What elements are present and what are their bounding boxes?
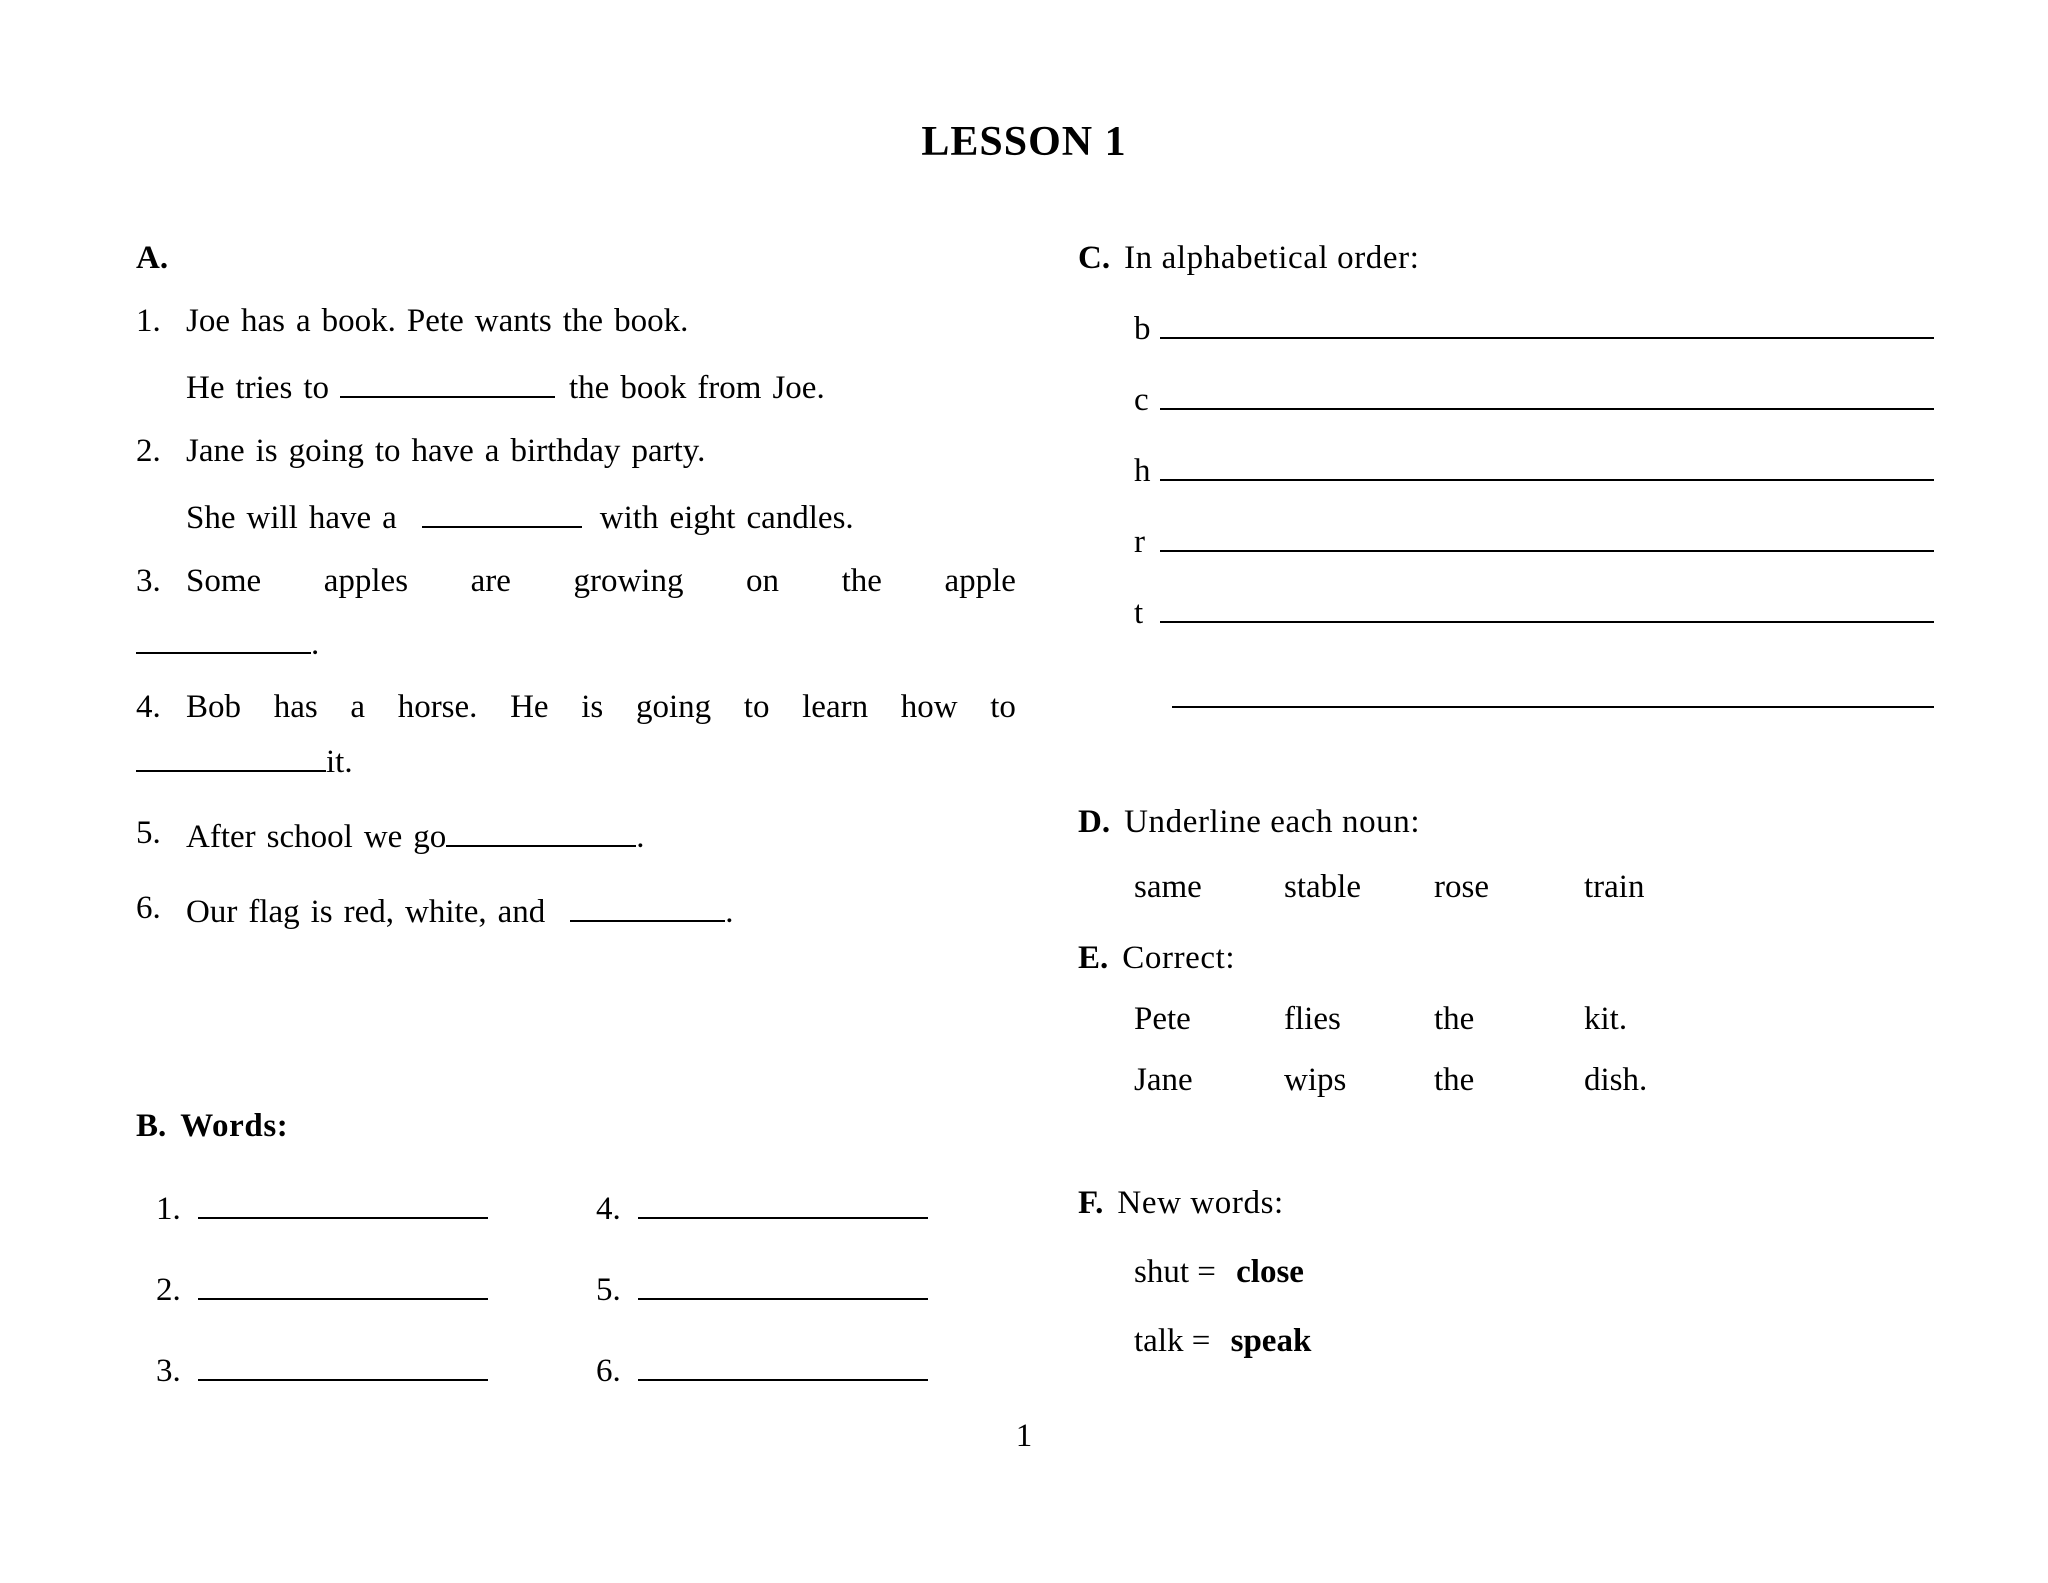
- word: a: [350, 689, 366, 725]
- word: apple: [944, 563, 1016, 599]
- alphabetical-line-letter: r: [1134, 524, 1145, 560]
- word: party.: [631, 433, 706, 469]
- word: a: [296, 303, 311, 339]
- alphabetical-line-letter: t: [1134, 595, 1144, 631]
- word: a: [484, 433, 500, 469]
- word: horse.: [397, 689, 478, 725]
- noun-word[interactable]: same: [1134, 869, 1202, 905]
- alphabetical-line-blank[interactable]: [1172, 676, 1934, 708]
- word-slot-blank[interactable]: [638, 1191, 928, 1219]
- alphabetical-line-blank[interactable]: [1160, 591, 1934, 623]
- question-number: 6.: [136, 890, 161, 926]
- fill-in-blank[interactable]: [570, 890, 725, 922]
- word: to: [990, 689, 1016, 725]
- question-line: [186, 689, 1016, 726]
- right-column: [1078, 240, 1978, 1360]
- question-number: 1.: [136, 303, 161, 339]
- word: and: [497, 894, 546, 930]
- word: growing: [573, 563, 684, 599]
- word: .: [725, 894, 734, 930]
- word-slot-blank[interactable]: [638, 1272, 928, 1300]
- word-slot-blank[interactable]: [198, 1353, 488, 1381]
- question-line: [186, 366, 1016, 407]
- word-slot-number: 4.: [596, 1191, 621, 1227]
- words-row: [136, 1272, 1016, 1309]
- fill-in-blank[interactable]: [446, 815, 636, 847]
- question-body: [186, 815, 1016, 856]
- word-slot-number: 6.: [596, 1353, 621, 1389]
- sentence-word[interactable]: wips: [1284, 1062, 1347, 1098]
- alphabetical-line: [1134, 591, 1978, 632]
- word: He: [186, 370, 225, 406]
- noun-word[interactable]: rose: [1434, 869, 1489, 905]
- section-c-letter: C.: [1078, 240, 1111, 276]
- left-column: [136, 240, 1016, 931]
- word: to: [743, 689, 770, 725]
- word: to: [303, 370, 329, 406]
- alphabetical-line-letter: c: [1134, 382, 1149, 418]
- sentence-word[interactable]: the: [1434, 1001, 1475, 1037]
- word: going: [288, 433, 364, 469]
- section-b: [136, 1108, 1016, 1434]
- word: are: [470, 563, 511, 599]
- word: with: [599, 500, 659, 536]
- word-slot: [576, 1272, 1016, 1309]
- word: the: [562, 303, 604, 339]
- sentence-word[interactable]: flies: [1284, 1001, 1341, 1037]
- word-slot: [136, 1272, 576, 1309]
- alphabetical-line-blank[interactable]: [1160, 520, 1934, 552]
- question-body: [186, 563, 1016, 663]
- word: go: [413, 819, 447, 855]
- section-a-heading: [136, 240, 1016, 277]
- question-body: [186, 689, 1016, 781]
- question-line: [186, 496, 1016, 537]
- word-slot-blank[interactable]: [198, 1272, 488, 1300]
- sentence-word[interactable]: the: [1434, 1062, 1475, 1098]
- new-word-source: shut =: [1134, 1254, 1216, 1290]
- word: going: [635, 689, 712, 725]
- word-slot-number: 5.: [596, 1272, 621, 1308]
- word: book.: [614, 303, 689, 339]
- word: book: [620, 370, 687, 406]
- alphabetical-line: [1134, 449, 1978, 490]
- word: She: [186, 500, 236, 536]
- word: have: [411, 433, 474, 469]
- alphabetical-line: [1134, 378, 1978, 419]
- alphabetical-line-letter: b: [1134, 311, 1151, 347]
- word-slot: [576, 1353, 1016, 1390]
- section-c-heading: [1078, 240, 1978, 277]
- word: from: [697, 370, 762, 406]
- word: a: [382, 500, 397, 536]
- sentence-word[interactable]: kit.: [1584, 1001, 1628, 1037]
- new-word-pair: [1078, 1323, 1978, 1360]
- word: Pete: [406, 303, 464, 339]
- word: we: [363, 819, 403, 855]
- sentence-word[interactable]: dish.: [1584, 1062, 1648, 1098]
- word: the: [841, 563, 882, 599]
- word: it.: [326, 744, 353, 780]
- word: birthday: [510, 433, 621, 469]
- question-body: [186, 303, 1016, 407]
- correct-sentence: [1078, 1062, 1978, 1099]
- word: white,: [405, 894, 487, 930]
- new-word-source: talk =: [1134, 1323, 1211, 1359]
- section-b-title: Words:: [180, 1108, 289, 1144]
- alphabetical-line-letter: h: [1134, 453, 1151, 489]
- new-word-pair: [1078, 1254, 1978, 1291]
- alphabetical-line-blank[interactable]: [1160, 307, 1934, 339]
- new-word-answer: speak: [1230, 1323, 1312, 1359]
- section-f-letter: F.: [1078, 1185, 1104, 1221]
- fill-in-blank[interactable]: [136, 740, 326, 772]
- word-slot: [136, 1353, 576, 1390]
- section-a: [136, 240, 1016, 931]
- noun-word[interactable]: stable: [1284, 869, 1361, 905]
- section-b-letter: B.: [136, 1108, 167, 1144]
- question-number: 5.: [136, 815, 161, 851]
- word: is: [255, 433, 278, 469]
- alphabetical-line-blank[interactable]: [1160, 378, 1934, 410]
- new-word-answer: close: [1236, 1254, 1304, 1290]
- word: Our: [186, 894, 238, 930]
- alphabetical-line-blank[interactable]: [1160, 449, 1934, 481]
- question-number: 2.: [136, 433, 161, 469]
- word: .: [311, 626, 320, 662]
- word-slot-blank[interactable]: [198, 1191, 488, 1219]
- word: Joe.: [772, 370, 825, 406]
- word: on: [746, 563, 780, 599]
- question-line: [186, 815, 1016, 856]
- word: Joe: [186, 303, 230, 339]
- question-line: [186, 563, 1016, 600]
- words-row: [136, 1353, 1016, 1390]
- fill-in-blank[interactable]: [340, 366, 555, 398]
- word: how: [900, 689, 958, 725]
- question-line: [136, 740, 1016, 781]
- section-b-heading: [136, 1108, 1016, 1145]
- section-f-heading: [1078, 1185, 1978, 1222]
- section-d-title: Underline each noun:: [1124, 804, 1421, 840]
- fill-in-blank[interactable]: [136, 622, 311, 654]
- alphabetical-line: [1134, 307, 1978, 348]
- question-number: 3.: [136, 563, 161, 599]
- words-row: [136, 1191, 1016, 1228]
- section-e: [1078, 940, 1978, 1099]
- section-c-title: In alphabetical order:: [1124, 240, 1420, 276]
- words-grid: [136, 1191, 1016, 1390]
- word: candles.: [746, 500, 854, 536]
- word-slot: [136, 1191, 576, 1228]
- word: school: [266, 819, 353, 855]
- word: has: [241, 303, 285, 339]
- page-title: LESSON 1: [921, 119, 1127, 165]
- alphabetical-line: [1134, 520, 1978, 561]
- word-slot-number: 2.: [156, 1272, 181, 1308]
- question-item: [136, 433, 1016, 537]
- word: has: [273, 689, 318, 725]
- word: apples: [323, 563, 409, 599]
- section-e-title: Correct:: [1122, 940, 1236, 976]
- sentence-word[interactable]: Jane: [1134, 1062, 1193, 1098]
- alphabetical-lines: [1078, 307, 1978, 708]
- word: will: [246, 500, 298, 536]
- section-c: [1078, 240, 1978, 708]
- fill-in-blank[interactable]: [422, 496, 582, 528]
- word: .: [636, 819, 645, 855]
- question-body: [186, 890, 1016, 931]
- alphabetical-line: [1134, 676, 1978, 708]
- word: learn: [802, 689, 869, 725]
- question-line: [186, 303, 1016, 340]
- question-item: [136, 303, 1016, 407]
- section-a-letter: A.: [136, 240, 169, 276]
- word: tries: [235, 370, 293, 406]
- question-item: [136, 890, 1016, 931]
- question-item: [136, 563, 1016, 663]
- word: book.: [321, 303, 396, 339]
- word: flag: [248, 894, 300, 930]
- word: have: [308, 500, 372, 536]
- word: to: [374, 433, 401, 469]
- question-line: [136, 622, 1016, 663]
- word: red,: [343, 894, 395, 930]
- question-item: [136, 689, 1016, 781]
- question-line: [186, 433, 1016, 470]
- word: eight: [669, 500, 736, 536]
- section-e-letter: E.: [1078, 940, 1109, 976]
- noun-word[interactable]: train: [1584, 869, 1645, 905]
- section-d-letter: D.: [1078, 804, 1111, 840]
- question-body: [186, 433, 1016, 537]
- question-item: [136, 815, 1016, 856]
- word: Jane: [186, 433, 245, 469]
- correct-sentence: [1078, 1001, 1978, 1038]
- word: wants: [474, 303, 552, 339]
- word-slot-blank[interactable]: [638, 1353, 928, 1381]
- noun-word-list: [1078, 869, 1978, 906]
- word: After: [186, 819, 256, 855]
- word: Bob: [186, 689, 242, 725]
- word-slot-number: 3.: [156, 1353, 181, 1389]
- question-line: [186, 890, 1016, 931]
- question-number: 4.: [136, 689, 161, 725]
- page-number: 1: [1015, 1418, 1033, 1454]
- word-slot: [576, 1191, 1016, 1228]
- word: He: [510, 689, 549, 725]
- sentence-word[interactable]: Pete: [1134, 1001, 1191, 1037]
- word-slot-number: 1.: [156, 1191, 181, 1227]
- word: Some: [186, 563, 262, 599]
- word: is: [310, 894, 333, 930]
- section-e-heading: [1078, 940, 1978, 977]
- section-d: [1078, 804, 1978, 906]
- section-f: [1078, 1185, 1978, 1360]
- section-f-title: New words:: [1117, 1185, 1284, 1221]
- section-d-heading: [1078, 804, 1978, 841]
- word: the: [568, 370, 610, 406]
- word: is: [581, 689, 604, 725]
